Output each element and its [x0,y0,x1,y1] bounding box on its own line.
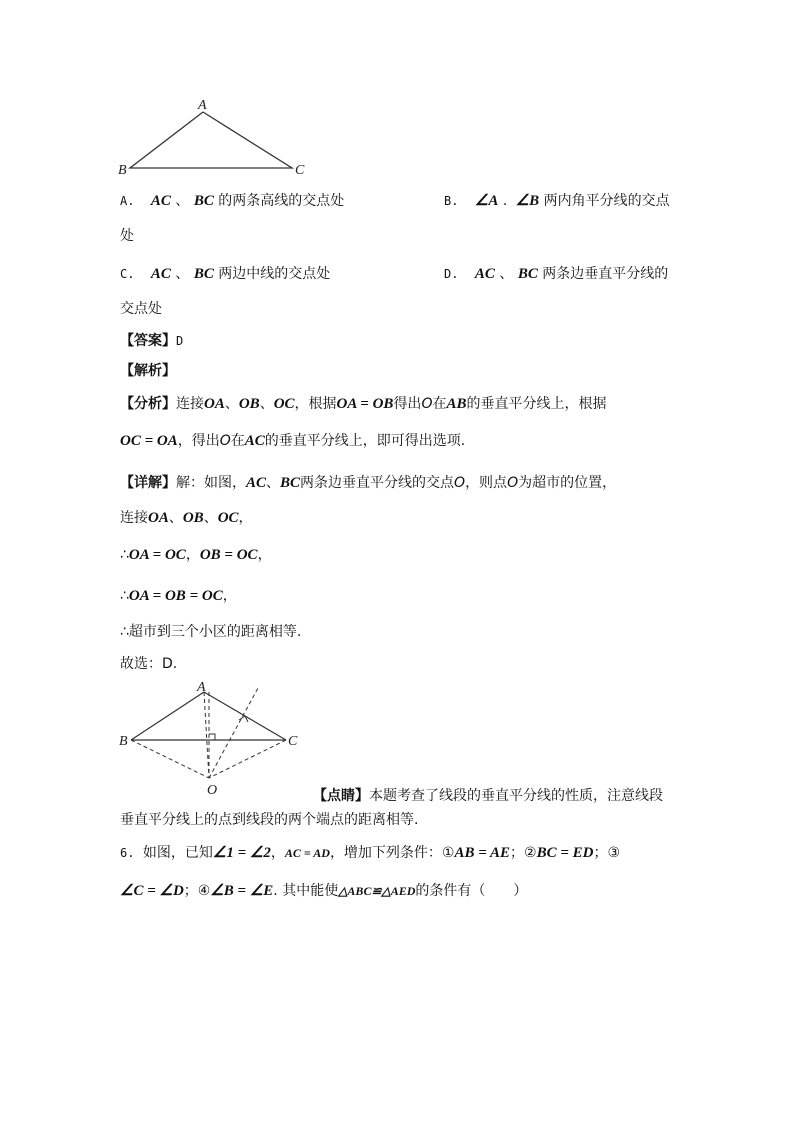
option-d-math-1: AC [474,266,495,282]
option-c-math-2: BC [193,266,214,282]
option-c-sep: 、 [175,266,190,282]
fenxi-sep-1: 、 [224,396,239,412]
therefore-symbol-1: ∴ [120,547,129,563]
fenxi-text-6: ，得出 [177,433,220,449]
option-a-math-1: AC [150,193,171,209]
q6-math-4: BC = ED [536,845,594,861]
detail-l3-math-1: OA = OC [128,547,186,563]
option-b-text: 两内角平分线的交点 [543,193,670,209]
detail-l2-end: ， [238,510,253,526]
q6-math-1: ∠1 = ∠2 [212,845,271,861]
fig1-label-b: B [118,163,127,178]
q6-text-5: ；④ [183,883,211,899]
detail-connect-text: 连接 [120,510,148,526]
option-a-letter: A. [120,194,135,208]
answer-label: 【答案】 [120,333,176,349]
fenxi-text-2: ，根据 [294,396,337,412]
detail-l2-sep-1: 、 [168,510,183,526]
q6-text-6: . 其中能使 [273,883,339,899]
fig2-label-b: B [119,734,128,749]
fig2-label-o: O [207,783,218,798]
dianjing-text-1: 本题考查了线段的垂直平分线的性质，注意线段 [369,788,663,804]
option-a-sep: 、 [175,193,190,209]
detail-text-1: 解：如图， [176,475,246,491]
q6-text-4: ；③ [593,845,621,861]
fenxi-math-oc: OC [273,396,295,412]
option-d-wrap: 交点处 [120,301,162,317]
fig2-label-c: C [288,734,298,749]
detail-line-5: ∴超市到三个小区的距离相等. [120,624,302,640]
detail-sep: 、 [266,475,281,491]
option-b-math-1: ∠A [474,193,499,209]
fenxi-math-eq2: OC = OA [120,433,178,449]
option-b-math-2: ∠B [515,193,540,209]
option-b-sep: . [502,193,508,209]
q6-text-2: ，增加下列条件：① [329,845,455,861]
detail-text-3: ，则点 [465,475,508,491]
fenxi-label: 【分析】 [120,396,176,412]
fenxi-point-o-1: O [421,396,433,412]
fenxi-math-oa: OA [204,396,225,412]
fenxi-math-ac: AC [244,433,265,449]
fenxi-math-ob: OB [238,396,260,412]
q6-text-3: ；② [510,845,537,861]
fenxi-text-5: 的垂直平分线上，根据 [466,396,607,412]
analysis-label: 【解析】 [120,363,176,379]
option-b-letter: B. [444,194,459,208]
option-d-letter: D. [444,267,459,281]
fig2-label-a: A [197,680,206,695]
detail-l2-ob: OB [182,510,204,526]
detail-text-4: 为超市的位置， [518,475,617,491]
option-d-sep: 、 [499,266,514,282]
q6-math-7: △ABC≌△AED [338,884,416,898]
dianjing-line-1 [313,789,663,803]
detail-l2-oa: OA [148,510,169,526]
question-6-line-2 [120,884,527,899]
fenxi-text-1: 连接 [176,396,204,412]
question-6-line-1 [120,846,620,861]
fenxi-text-4: 在 [432,396,447,412]
option-b-wrap: 处 [120,228,134,244]
answer-value: D [176,334,184,348]
option-c-letter: C. [120,267,135,281]
detail-l4-math: OA = OB = OC [128,588,223,604]
question-6-number: 6. [120,846,135,860]
detail-l3-comma: ， [185,547,200,563]
option-c-math-1: AC [150,266,171,282]
detail-l4-end: ， [222,588,237,604]
option-d-math-2: BC [517,266,538,282]
detail-line-6: 故选：D. [120,656,178,672]
option-d-text: 两条边垂直平分线的 [542,266,669,282]
fenxi-sep-2: 、 [259,396,274,412]
detail-l3-end: ， [257,547,272,563]
detail-math-ac: AC [246,475,267,491]
detail-text-2: 两条边垂直平分线的交点 [300,475,455,491]
dianjing-line-2: 垂直平分线上的点到线段的两个端点的距离相等. [120,812,419,828]
q6-text-1: 如图，已知 [142,845,213,861]
fig1-label-c: C [295,163,305,178]
fenxi-text-8: 的垂直平分线上，即可得出选项. [264,433,466,449]
fenxi-text-3: 得出 [393,396,422,412]
q6-comma-1: ， [270,845,285,861]
detail-l3-math-2: OB = OC [199,547,258,563]
detail-label: 【详解】 [120,475,176,491]
detail-point-o-2: O [507,475,519,491]
q6-math-2: AC = AD [284,846,330,860]
q6-text-7: 的条件有（ ） [415,883,528,899]
q6-math-6: ∠B = ∠E [210,883,274,899]
detail-l2-sep-2: 、 [203,510,218,526]
q6-math-5: ∠C = ∠D [120,883,184,899]
option-a-text: 的两条高线的交点处 [218,193,345,209]
dianjing-label: 【点睛】 [313,788,369,804]
fenxi-text-7: 在 [230,433,245,449]
q6-math-3: AB = AE [454,845,511,861]
option-a-math-2: BC [193,193,214,209]
option-c-text: 两边中线的交点处 [218,266,331,282]
detail-l2-oc: OC [217,510,239,526]
fig1-label-a: A [198,98,207,113]
detail-math-bc: BC [280,475,301,491]
therefore-symbol-2: ∴ [120,588,129,604]
fenxi-point-o-2: O [219,433,231,449]
fenxi-math-eq1: OA = OB [336,396,394,412]
fenxi-math-ab: AB [446,396,467,412]
detail-point-o-1: O [454,475,466,491]
